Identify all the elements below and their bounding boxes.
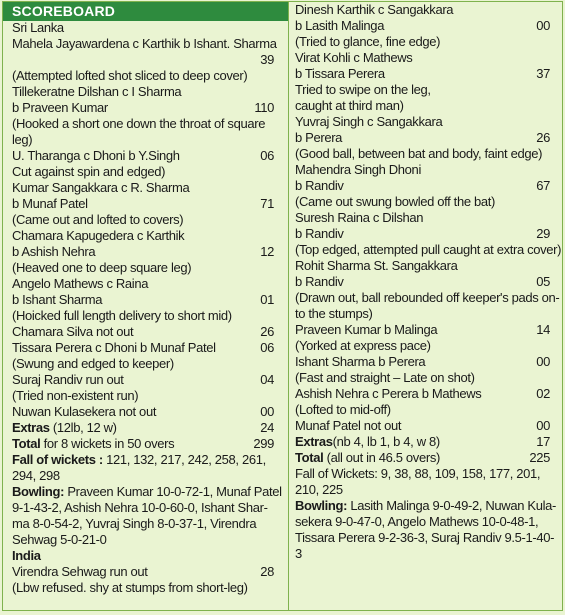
scoreboard-line [12,292,274,308]
line-text: b Randiv [295,274,344,289]
runs-value: 00 [536,418,550,433]
scoreboard-line [12,196,274,212]
runs-value: 225 [529,450,550,465]
scoreboard-line [12,516,274,532]
bold-label: Extras [12,420,50,435]
runs-value: 12 [260,244,274,259]
scoreboard-line [12,420,274,436]
scoreboard-line [295,370,550,386]
line-text: b Praveen Kumar [12,100,108,115]
line-text: b Ishant Sharma [12,292,103,307]
line-text: (Swung and edged to keeper) [12,356,174,371]
scoreboard-line [295,274,550,290]
runs-value: 28 [260,564,274,579]
line-text: Lasith Malinga 9-0-49-2, Nuwan Kula- [347,498,556,513]
scoreboard-line [295,290,560,306]
scoreboard-line [12,276,274,292]
scoreboard-line [12,116,274,132]
scoreboard-line [295,306,550,322]
line-text: Ashish Nehra c Perera b Mathews [295,386,482,401]
scoreboard-line [295,386,550,402]
bold-label: Bowling: [12,484,65,499]
line-text: U. Tharanga c Dhoni b Y.Singh [12,148,180,163]
line-text: (Heaved one to deep square leg) [12,260,192,275]
scoreboard-line [295,114,550,130]
line-text: Mahela Jayawardena c Karthik b Ishant. Sharma [12,36,277,51]
line-text: 9-1-43-2, Ashish Nehra 10-0-60-0, Ishant Shar- [12,500,268,515]
line-text: Chamara Kapugedera c Karthik [12,228,185,243]
scoreboard-line [12,404,274,420]
bold-label: India [12,548,41,563]
bold-label: Extras [295,434,333,449]
line-text: for 8 wickets in 50 overs [40,436,175,451]
scoreboard-line [12,52,274,68]
runs-value: 02 [536,386,550,401]
scoreboard-line [12,436,274,452]
line-text: (Tried to glance, fine edge) [295,34,441,49]
runs-value: 26 [536,130,550,145]
scoreboard-line [295,34,550,50]
runs-value: 110 [254,100,274,115]
runs-value: 01 [260,292,274,307]
scoreboard-line [295,482,550,498]
scoreboard-line [12,164,274,180]
scoreboard-title: SCOREBOARD [12,3,116,19]
line-text: Nuwan Kulasekera not out [12,404,157,419]
scoreboard-line [295,530,555,546]
line-text: 294, 298 [12,468,60,483]
right-column [295,2,562,562]
scoreboard-line [295,450,550,466]
scoreboard-line [295,226,550,242]
line-text: sekera 9-0-47-0, Angelo Mathews 10-0-48-1, [295,514,539,529]
line-text: Tissara Perera 9-2-36-3, Suraj Randiv 9.5-1-40- [295,530,555,545]
scoreboard-card [2,1,563,611]
line-text: Tried to swipe on the leg, [295,82,431,97]
scoreboard-line [295,2,550,18]
line-text: Virat Kohli c Mathews [295,50,413,65]
scoreboard-line [295,146,550,162]
runs-value: 14 [536,322,550,337]
scoreboard-line [12,132,274,148]
left-column [12,20,282,596]
scoreboard-line [295,50,550,66]
runs-value: 00 [536,354,550,369]
line-text: caught at third man) [295,98,404,113]
scoreboard-line [295,210,550,226]
bold-label: Total [295,450,324,465]
line-text: (Drawn out, ball rebounded off keeper's pads on- [295,290,560,305]
runs-value: 29 [536,226,550,241]
scoreboard-line [295,434,550,450]
line-text: ma 8-0-54-2, Yuvraj Singh 8-0-37-1, Virendra [12,516,257,531]
line-text: (Lbw refused. shy at stumps from short-leg) [12,580,248,595]
line-text: Suraj Randiv run out [12,372,124,387]
line-text: (nb 4, lb 1, b 4, w 8) [332,434,440,449]
scoreboard-line [12,228,274,244]
line-text: Sri Lanka [12,20,64,35]
scoreboard-line [295,82,550,98]
bold-label: Fall of wickets : [12,452,103,467]
runs-value: 06 [260,340,274,355]
scoreboard-line [12,532,274,548]
line-text: 121, 132, 217, 242, 258, 261, [102,452,266,467]
scoreboard-line [295,402,550,418]
scoreboard-line [12,388,274,404]
scoreboard-line [295,418,550,434]
runs-value: 05 [536,274,550,289]
scoreboard-line [295,258,550,274]
line-text: to the stumps) [295,306,373,321]
line-text: leg) [12,132,33,147]
line-text: Munaf Patel not out [295,418,402,433]
scoreboard-line [12,84,274,100]
scoreboard-line [295,178,550,194]
scoreboard-line [12,500,274,516]
runs-value: 71 [260,196,274,211]
scoreboard-line [12,212,274,228]
runs-value: 299 [253,436,274,451]
scoreboard-line [12,468,274,484]
bold-label: Bowling: [295,498,348,513]
scoreboard-line [12,564,274,580]
line-text: (Good ball, between bat and body, faint edge) [295,146,543,161]
line-text: b Lasith Malinga [295,18,385,33]
scoreboard-line [12,452,274,468]
runs-value: 06 [260,148,274,163]
runs-value: 17 [536,434,550,449]
line-text: Virendra Sehwag run out [12,564,148,579]
line-text: (Attempted lofted shot sliced to deep cover) [12,68,248,83]
line-text: Fall of Wickets: 9, 38, 88, 109, 158, 177, 201, [295,466,541,481]
line-text: b Tissara Perera [295,66,385,81]
scoreboard-line [295,162,550,178]
scoreboard-line [12,180,274,196]
line-text: Praveen Kumar 10-0-72-1, Munaf Patel [64,484,282,499]
scoreboard-line [12,148,274,164]
line-text: Dinesh Karthik c Sangakkara [295,2,454,17]
line-text: (Fast and straight – Late on shot) [295,370,475,385]
runs-value: 24 [260,420,274,435]
line-text: b Randiv [295,226,344,241]
runs-value: 37 [536,66,550,81]
scoreboard-line [12,20,274,36]
scoreboard-line [12,340,274,356]
line-text: Tillekeratne Dilshan c I Sharma [12,84,182,99]
line-text: (Came out swung bowled off the bat) [295,194,495,209]
line-text: b Ashish Nehra [12,244,96,259]
line-text: Mahendra Singh Dhoni [295,162,421,177]
scoreboard-line [295,98,550,114]
line-text: b Munaf Patel [12,196,88,211]
line-text: (Hoicked full length delivery to short mid) [12,308,232,323]
bold-label: Total [12,436,41,451]
scoreboard-line [12,356,274,372]
runs-value: 39 [260,52,274,67]
line-text: Sehwag 5-0-21-0 [12,532,107,547]
scoreboard-line [295,242,562,258]
line-text: (all out in 46.5 overs) [323,450,440,465]
line-text: (Top edged, attempted pull caught at extra cover) [295,242,562,257]
scoreboard-line [295,66,550,82]
scoreboard-line [12,484,282,500]
line-text: b Perera [295,130,343,145]
scoreboard-line [12,580,274,596]
runs-value: 04 [260,372,274,387]
line-text: b Randiv [295,178,344,193]
scoreboard-line [295,546,550,562]
runs-value: 00 [260,404,274,419]
line-text: Rohit Sharma St. Sangakkara [295,258,458,273]
line-text: (Hooked a short one down the throat of square [12,116,266,131]
line-text: (Lofted to mid-off) [295,402,391,417]
scoreboard-line [12,36,277,52]
line-text: Suresh Raina c Dilshan [295,210,424,225]
line-text: (12lb, 12 w) [49,420,117,435]
scoreboard-line [295,514,550,530]
scoreboard-line [295,354,550,370]
scoreboard-line [12,548,274,564]
line-text: 3 [295,546,302,561]
line-text: (Tried non-existent run) [12,388,139,403]
line-text: Chamara Silva not out [12,324,134,339]
line-text: Cut against spin and edged) [12,164,166,179]
line-text: (Came out and lofted to covers) [12,212,184,227]
scoreboard-line [295,194,550,210]
runs-value: 26 [260,324,274,339]
line-text: Kumar Sangakkara c R. Sharma [12,180,190,195]
scoreboard-line [295,18,550,34]
scoreboard-line [12,100,274,116]
line-text: 210, 225 [295,482,343,497]
scoreboard-line [12,372,274,388]
line-text: Angelo Mathews c Raina [12,276,149,291]
line-text: Ishant Sharma b Perera [295,354,426,369]
scoreboard-line [295,498,556,514]
column-divider [288,2,289,610]
scoreboard-line [295,466,550,482]
line-text: Yuvraj Singh c Sangakkara [295,114,443,129]
scoreboard-line [295,322,550,338]
scoreboard-line [12,260,274,276]
scoreboard-line [295,338,550,354]
scoreboard-header [3,2,289,21]
runs-value: 00 [536,18,550,33]
line-text: (Yorked at express pace) [295,338,431,353]
scoreboard-line [12,68,274,84]
scoreboard-line [12,244,274,260]
scoreboard-line [295,130,550,146]
runs-value: 67 [536,178,550,193]
scoreboard-line [12,324,274,340]
line-text: Tissara Perera c Dhoni b Munaf Patel [12,340,216,355]
line-text: Praveen Kumar b Malinga [295,322,438,337]
scoreboard-line [12,308,274,324]
